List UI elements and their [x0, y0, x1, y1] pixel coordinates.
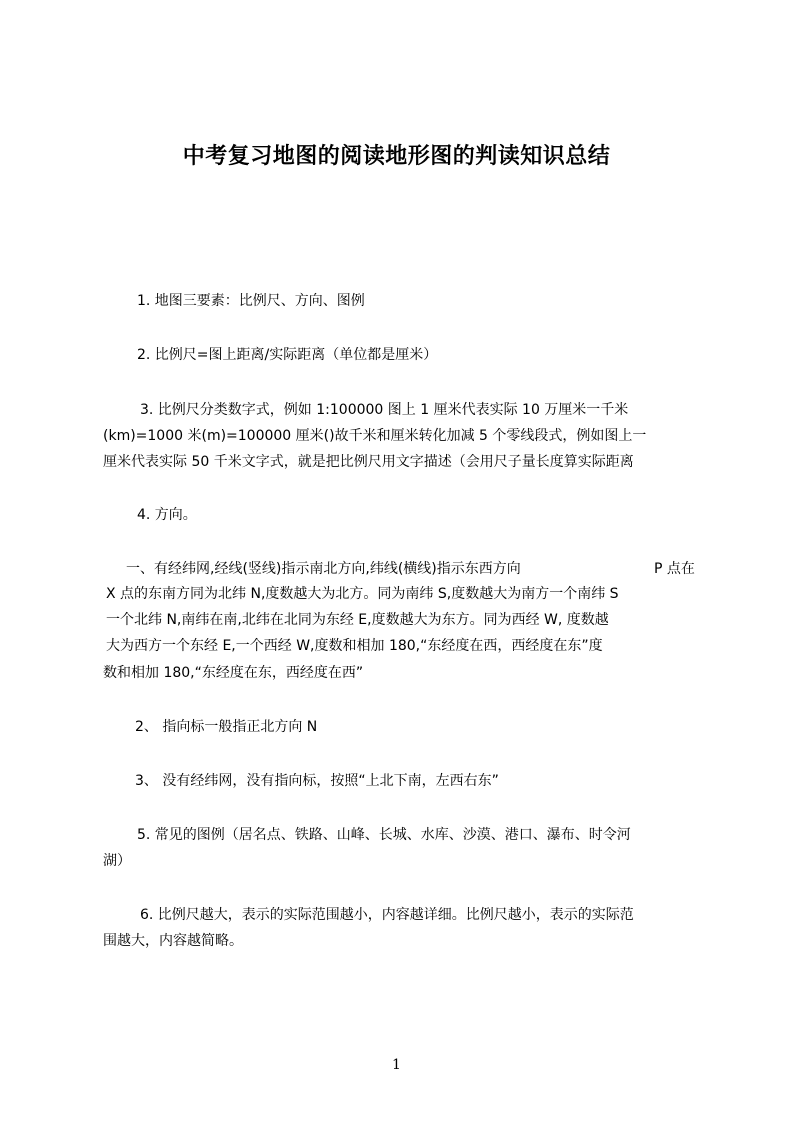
- paragraph-line-16: 6. 比例尺越大，表示的实际范围越小，内容越详细。比例尺越小，表示的实际范: [140, 907, 634, 923]
- paragraph-line-17: 围越大，内容越简略。: [103, 933, 243, 949]
- paragraph-line-9: 一个北纬 N,南纬在南,北纬在北同为东经 E,度数越大为东方。同为西经 W, 度数越: [106, 612, 609, 628]
- paragraph-line-1: 1. 地图三要素：比例尺、方向、图例: [137, 293, 365, 309]
- paragraph-line-11: 数和相加 180,“东经度在东，西经度在西”: [103, 665, 364, 681]
- paragraph-line-15: 湖）: [103, 853, 131, 869]
- paragraph-line-2: 2. 比例尺=图上距离/实际距离（单位都是厘米）: [137, 347, 438, 363]
- paragraph-line-12: 2、 指向标一般指正北方向 N: [135, 719, 318, 735]
- paragraph-line-8: X 点的东南方同为北纬 N,度数越大为北方。同为南纬 S,度数越大为南方一个南纬 S: [106, 586, 619, 602]
- paragraph-line-10: 大为西方一个东经 E,一个西经 W,度数和相加 180,“东经度在西，西经度在东”度: [106, 638, 603, 654]
- document-title: 中考复习地图的阅读地形图的判读知识总结: [182, 144, 611, 169]
- paragraph-line-5: 厘米代表实际 50 千米文字式，就是把比例尺用文字描述（会用尺子量长度算实际距离: [103, 454, 634, 470]
- paragraph-line-7-tail: P 点在: [654, 561, 695, 577]
- paragraph-line-6: 4. 方向。: [137, 507, 197, 523]
- paragraph-line-7: 一、有经纬网,经线(竖线)指示南北方向,纬线(横线)指示东西方向: [126, 561, 521, 577]
- paragraph-line-3: 3. 比例尺分类数字式，例如 1:100000 图上 1 厘米代表实际 10 万厘米一千米: [140, 402, 629, 418]
- page-number: 1: [392, 1057, 401, 1073]
- paragraph-line-13: 3、 没有经纬网，没有指向标，按照“上北下南，左西右东”: [135, 773, 499, 789]
- paragraph-line-14: 5. 常见的图例（居名点、铁路、山峰、长城、水库、沙漠、港口、瀑布、时令河: [137, 827, 631, 843]
- paragraph-line-4: (km)=1000 米(m)=100000 厘米()故千米和厘米转化加减 5 个零线段式，例如图上一: [103, 428, 647, 444]
